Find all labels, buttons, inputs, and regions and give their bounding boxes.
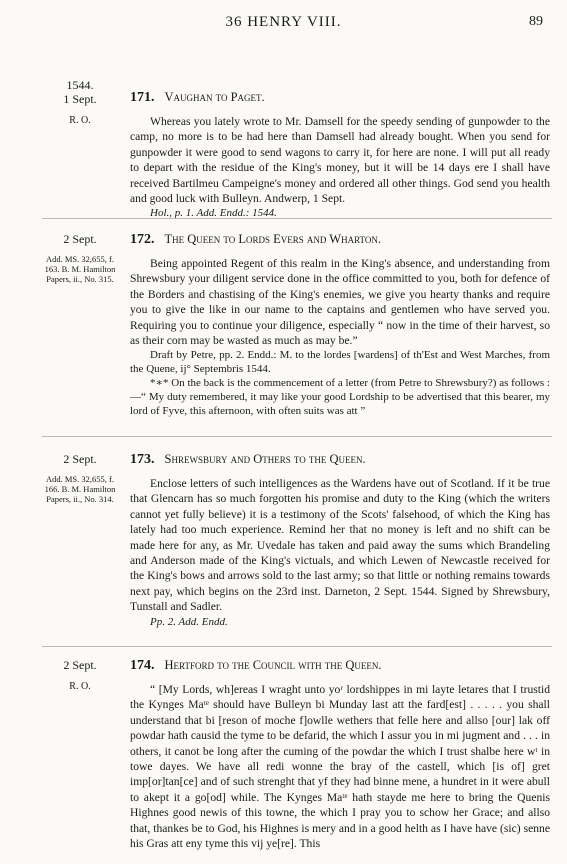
entry-text: Whereas you lately wrote to Mr. Damsell for the speedy sending of gunpowder to the camp, no more is to be had here than Damsell had already bought. When you send for gunpowder it were good to send wagons to carry it, for here are none. I will put all ready to depart with the residue of the King's money, but it will be 14 days ere I shall have received Bartilmeu Campeigne's money and ordered all other things. God send you health and good luck with Bulleyn. Andwerp, 1 Sept. (130, 115, 550, 206)
entry-title: Hertford to the Council with the Queen. (164, 658, 382, 672)
page-number: 89 (529, 14, 543, 29)
entry-title: Shrewsbury and Others to the Queen. (164, 452, 366, 466)
entry-text: “ [My Lords, wh]ereas I wraght unto yoʳ lordshippes in mi layte letares that I trustid the Kynges Maᵗᵉ should have Bulleyn bi Munday last att the fard[est] . . . . . you shall understand that bi [reson of moche f]owlle wethers that felle here and allso [our] lak off powdar hath causid the tyme to be defarid, the which I assur you in mi jugment and . . . in others, it canot be long after the cuming of the powdar the which I trust shalbe here wᵗ in towe dayes. We have all redi wonne the bray of the castell, which [is of] gret imp[or]tan[ce] and of such strenght that yf they had binne mene, a hundret in it were abull to akept it a go[od] while. The Kynges Maᵗᵉ hath stayde me here to bring the Quenis Highnes good newis of this towne, the which I pray you to schow her Grace; and allso that, thankes be to God, his Highnes is mery and in a good helth as I have have (sic) senne his Gras att eny tyme this vij ye[re]. This (130, 683, 550, 851)
entry-number: 172. (130, 232, 155, 247)
entry-note: Draft by Petre, pp. 2. Endd.: M. to the lordes [wardens] of th'Est and West Marches, from the Quene, ij° Septembris 1544. (130, 349, 550, 376)
entry-date: 2 Sept. (63, 452, 97, 466)
entry-note-2: *∗* On the back is the commencement of a letter (from Petre to Shrewsbury?) as follows :—“ My duty remembered, it may like your good Lordship to be advertised that this bearer, my lord of Fyve, this afternoon, with often suits was att ” (130, 377, 550, 418)
entry-text: Enclose letters of such intelligences as the Wardens have out of Scotland. If it be true that Glencarn has so much forgotten his promise and duty to the King (which the writers cannot yet fully believe) it is a testimony of the Scots' falsehood, of which the King has lately had too much experience. Remind her that no money is left and no shift can be made here for any, as Mr. Uvedale has taken and paid away the sums which Brandeling and Anderson made of the King's victuals, and which Lewen of Newcastle received for the King's bows and arrows sold to the last army; so that little or nothing remains towards next pay, which begins on the 23rd inst. Darneton, 2 Sept. 1544. Signed by Shrewsbury, Tunstall and Sadler. (130, 477, 550, 614)
entry-heading-172 (130, 232, 381, 248)
divider (42, 218, 552, 219)
entry-text: Being appointed Regent of this realm in the King's absence, and understanding from Shrewsbury your diligent service done in the office committed to you, both for defence of the Borders and chastising of the King's enemies, we give you hearty thanks and require you to give the like in our name to the captains and gentlemen who have served you. Requiring you to continue your diligence, especially “ now in the time of their harvest, so as their corn may be wasted as much as may be.” (130, 257, 550, 348)
entry-body-171 (130, 114, 550, 220)
running-header: 36 HENRY VIII. (225, 14, 342, 30)
margin-172 (44, 232, 116, 284)
entry-ref: R. O. (69, 681, 91, 692)
margin-173 (44, 452, 116, 504)
entry-ref: R. O. (69, 115, 91, 126)
entry-date: 1 Sept. (63, 92, 97, 106)
entry-note: Pp. 2. Add. Endd. (150, 615, 228, 628)
entry-body-172 (130, 256, 550, 418)
entry-heading-174 (130, 658, 382, 674)
entry-number: 173. (130, 452, 155, 467)
year: 1544. (66, 78, 94, 92)
entry-note: Hol., p. 1. Add. Endd.: 1544. (150, 207, 277, 220)
entry-ref: Add. MS. 32,655, f. 166. B. M. Hamilton Papers, ii., No. 314. (44, 474, 116, 504)
entry-ref: Add. MS. 32,655, f. 163. B. M. Hamilton Papers, ii., No. 315. (44, 254, 116, 284)
entry-body-174 (130, 682, 550, 851)
margin-174 (44, 658, 116, 692)
divider (42, 436, 552, 437)
entry-heading-173 (130, 452, 366, 468)
entry-number: 171. (130, 90, 155, 105)
entry-title: Vaughan to Paget. (164, 90, 265, 104)
entry-number: 174. (130, 658, 155, 673)
entry-date: 2 Sept. (63, 232, 97, 246)
entry-date: 2 Sept. (63, 658, 97, 672)
entry-heading-171 (130, 90, 265, 106)
divider (42, 646, 552, 647)
entry-title: The Queen to Lords Evers and Wharton. (164, 232, 382, 246)
entry-body-173 (130, 476, 550, 629)
margin-171 (44, 78, 116, 126)
